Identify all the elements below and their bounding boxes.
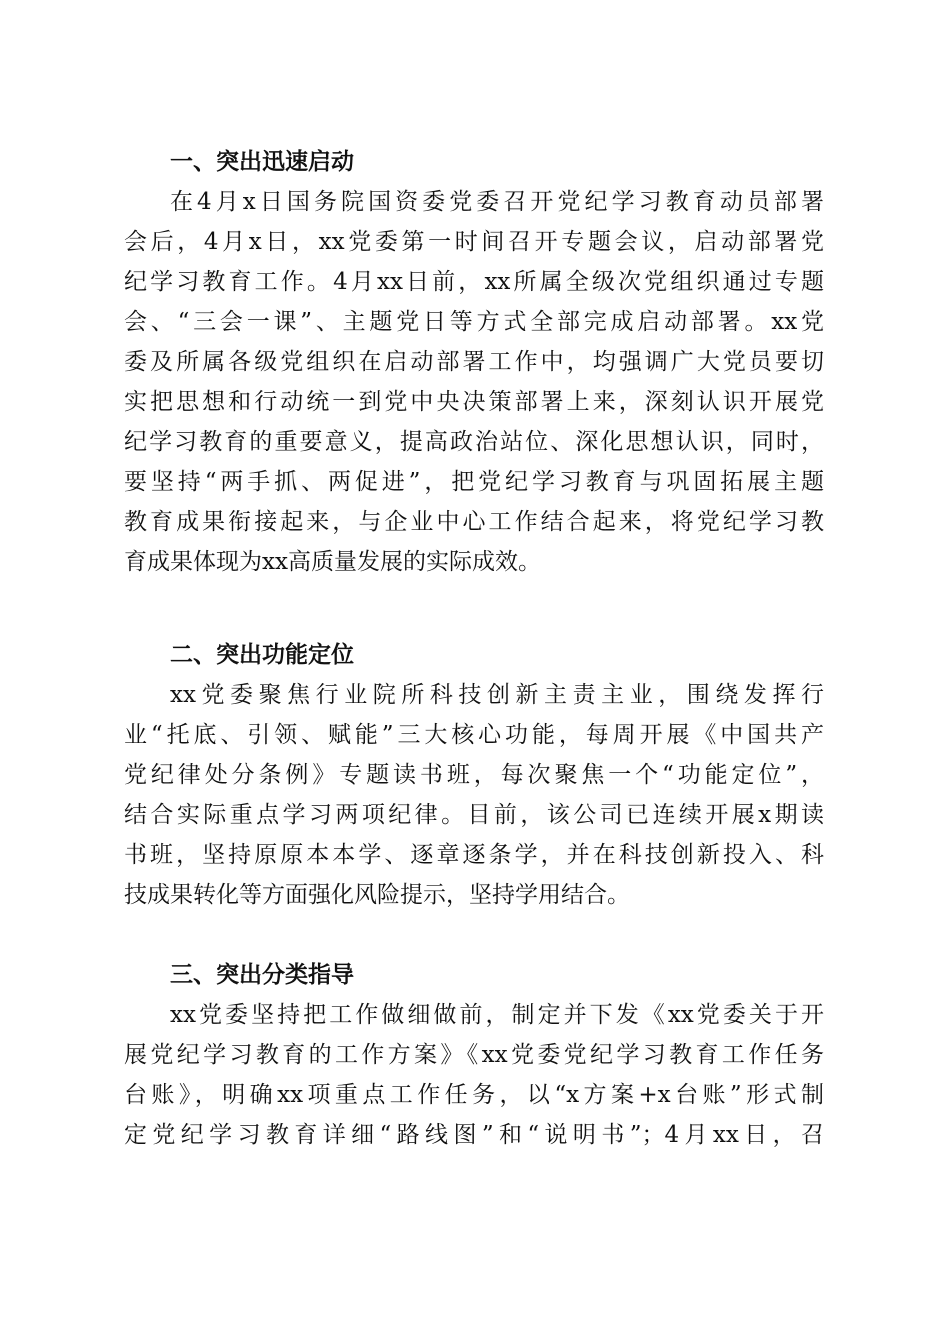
- section-heading: 三、突出分类指导: [170, 962, 354, 988]
- paragraph-line: 会后，4月x日，xx党委第一时间召开专题会议，启动部署党: [124, 229, 824, 255]
- paragraph-line: 纪学习教育工作。4月xx日前，xx所属全级次党组织通过专题: [124, 269, 824, 295]
- paragraph-line: 展党纪学习教育的工作方案》《xx党委党纪学习教育工作任务: [124, 1042, 824, 1068]
- section-heading: 二、突出功能定位: [170, 642, 354, 668]
- section-classified-guidance: [124, 955, 824, 1155]
- paragraph-line: 教育成果衔接起来，与企业中心工作结合起来，将党纪学习教: [124, 509, 824, 535]
- paragraph-line: 委及所属各级党组织在启动部署工作中，均强调广大党员要切: [124, 349, 824, 375]
- paragraph-line: xx党委聚焦行业院所科技创新主责主业，围绕发挥行: [170, 682, 824, 708]
- paragraph-line: 会、“三会一课”、主题党日等方式全部完成启动部署。xx党: [124, 309, 824, 335]
- section-paragraph: [124, 675, 824, 915]
- paragraph-line: 在4月x日国务院国资委党委召开党纪学习教育动员部署: [170, 189, 824, 215]
- section-paragraph: [124, 995, 824, 1155]
- paragraph-line: 要坚持“两手抓、两促进”，把党纪学习教育与巩固拓展主题: [124, 469, 824, 495]
- paragraph-line: 党纪律处分条例》专题读书班，每次聚焦一个“功能定位”，: [124, 762, 824, 788]
- paragraph-line: 纪学习教育的重要意义，提高政治站位、深化思想认识，同时，: [124, 429, 824, 455]
- section-rapid-launch: [124, 142, 824, 582]
- paragraph-line: 台账》，明确xx项重点工作任务，以“x方案+x台账”形式制: [124, 1082, 824, 1108]
- section-function-positioning: [124, 635, 824, 915]
- section-paragraph: [124, 182, 824, 582]
- paragraph-line: 定党纪学习教育详细“路线图”和“说明书”；4月xx日，召: [124, 1122, 824, 1148]
- paragraph-line: 业“托底、引领、赋能”三大核心功能，每周开展《中国共产: [124, 722, 824, 748]
- paragraph-line: 技成果转化等方面强化风险提示，坚持学用结合。: [124, 882, 630, 908]
- paragraph-line: xx党委坚持把工作做细做前，制定并下发《xx党委关于开: [170, 1002, 824, 1028]
- paragraph-line: 育成果体现为xx高质量发展的实际成效。: [124, 549, 541, 575]
- section-heading: 一、突出迅速启动: [170, 149, 354, 175]
- paragraph-line: 书班，坚持原原本本学、逐章逐条学，并在科技创新投入、科: [124, 842, 824, 868]
- paragraph-line: 结合实际重点学习两项纪律。目前，该公司已连续开展x期读: [124, 802, 824, 828]
- paragraph-line: 实把思想和行动统一到党中央决策部署上来，深刻认识开展党: [124, 389, 824, 415]
